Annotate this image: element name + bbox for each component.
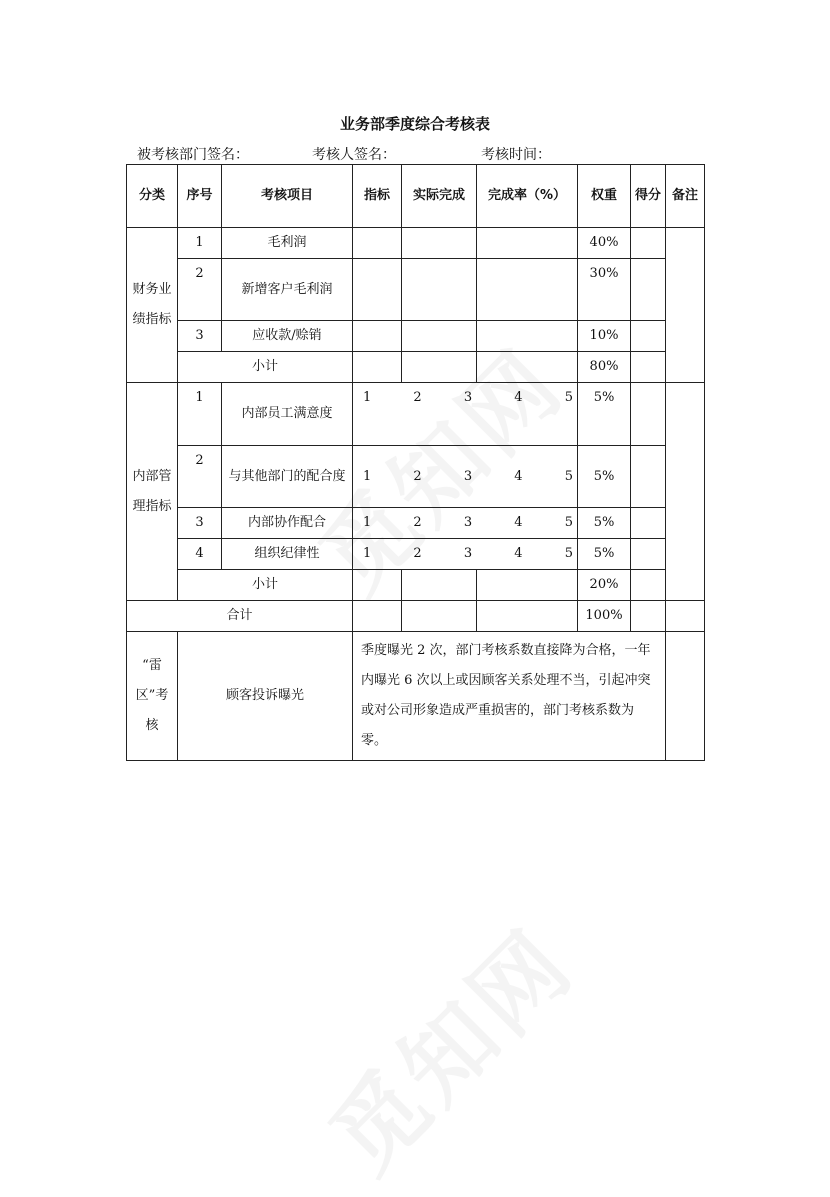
- scale-5: 5: [564, 468, 573, 484]
- dept-signature-label: 被考核部门签名：: [137, 147, 249, 163]
- actual-cell: [402, 228, 477, 259]
- header-score: 得分: [631, 165, 666, 228]
- row-seq: 2: [178, 259, 222, 321]
- row-seq: 1: [178, 383, 222, 446]
- scale-5: 5: [564, 390, 573, 405]
- table-row: [127, 321, 705, 352]
- row-item: 与其他部门的配合度: [222, 446, 353, 508]
- rate-cell: [477, 601, 578, 632]
- assessment-table: [126, 164, 705, 761]
- header-remark: 备注: [666, 165, 705, 228]
- row-item: 应收款/赊销: [222, 321, 353, 352]
- remark-cell: [666, 601, 705, 632]
- row-weight: 5%: [578, 539, 631, 570]
- row-item: 毛利润: [222, 228, 353, 259]
- subtotal-row: [127, 570, 705, 601]
- indicator-cell: [353, 321, 402, 352]
- indicator-cell: [353, 601, 402, 632]
- category-internal: 内部管理指标: [127, 383, 178, 601]
- row-seq: 3: [178, 508, 222, 539]
- rate-cell: [477, 570, 578, 601]
- total-row: [127, 601, 705, 632]
- actual-cell: [402, 321, 477, 352]
- row-weight: 5%: [578, 446, 631, 508]
- score-cell: [631, 539, 666, 570]
- scale-3: 3: [463, 468, 473, 484]
- scale-4: 4: [514, 390, 523, 405]
- subtotal-weight: 20%: [578, 570, 631, 601]
- rate-cell: [477, 259, 578, 321]
- header-item: 考核项目: [222, 165, 353, 228]
- row-item: 内部协作配合: [222, 508, 353, 539]
- scale-2: 2: [413, 515, 422, 530]
- header-rate: 完成率（%）: [477, 165, 578, 228]
- actual-cell: [402, 601, 477, 632]
- score-cell: [631, 446, 666, 508]
- scale-5: 5: [564, 546, 573, 561]
- scale-5: 5: [564, 515, 573, 530]
- score-cell: [631, 259, 666, 321]
- header-actual: 实际完成: [402, 165, 477, 228]
- remark-cell: [666, 228, 705, 383]
- header-indicator: 指标: [353, 165, 402, 228]
- document-title: 业务部季度综合考核表: [339, 115, 490, 133]
- scale-1: 1: [363, 468, 372, 484]
- table-row: [127, 228, 705, 259]
- scale-1: 1: [363, 515, 372, 530]
- row-weight: 10%: [578, 321, 631, 352]
- row-item: 组织纪律性: [222, 539, 353, 570]
- assessor-signature-label: 考核人签名：: [312, 147, 396, 163]
- score-cell: [631, 352, 666, 383]
- rating-scale: [353, 539, 578, 570]
- subtotal-label: 小计: [178, 352, 353, 383]
- indicator-cell: [353, 259, 402, 321]
- indicator-cell: [353, 570, 402, 601]
- score-cell: [631, 601, 666, 632]
- rate-cell: [477, 321, 578, 352]
- table-row: [127, 259, 705, 321]
- row-item: 新增客户毛利润: [222, 259, 353, 321]
- scale-1: 1: [363, 390, 372, 405]
- subtotal-row: [127, 352, 705, 383]
- row-weight: 5%: [578, 508, 631, 539]
- header-row: [127, 165, 705, 228]
- rating-scale: [353, 446, 578, 508]
- scale-3: 3: [463, 546, 473, 561]
- rate-cell: [477, 352, 578, 383]
- minefield-item: 顾客投诉曝光: [178, 632, 353, 761]
- row-weight: 5%: [578, 383, 631, 446]
- indicator-cell: [353, 228, 402, 259]
- scale-4: 4: [514, 468, 523, 484]
- row-seq: 1: [178, 228, 222, 259]
- table-row: [127, 446, 705, 508]
- scale-2: 2: [413, 390, 422, 405]
- scale-2: 2: [413, 546, 422, 561]
- rate-cell: [477, 228, 578, 259]
- row-weight: 40%: [578, 228, 631, 259]
- category-minefield: “雷区”考核: [127, 632, 178, 761]
- header-seq: 序号: [178, 165, 222, 228]
- score-cell: [631, 508, 666, 539]
- scale-3: 3: [463, 515, 473, 530]
- assessment-time-label: 考核时间：: [481, 147, 551, 163]
- watermark: [296, 895, 597, 1196]
- total-weight: 100%: [578, 601, 631, 632]
- actual-cell: [402, 352, 477, 383]
- scale-4: 4: [514, 515, 523, 530]
- score-cell: [631, 570, 666, 601]
- table-row: [127, 539, 705, 570]
- remark-cell: [666, 383, 705, 601]
- total-label: 合计: [127, 601, 353, 632]
- scale-4: 4: [514, 546, 523, 561]
- score-cell: [631, 383, 666, 446]
- rating-scale: [353, 508, 578, 539]
- actual-cell: [402, 570, 477, 601]
- header-weight: 权重: [578, 165, 631, 228]
- table-row: [127, 508, 705, 539]
- row-item: 内部员工满意度: [222, 383, 353, 446]
- indicator-cell: [353, 352, 402, 383]
- row-weight: 30%: [578, 259, 631, 321]
- score-cell: [631, 321, 666, 352]
- scale-1: 1: [363, 546, 372, 561]
- table-row: [127, 383, 705, 446]
- rating-scale: [353, 383, 578, 446]
- minefield-rule: 季度曝光 2 次，部门考核系数直接降为合格，一年内曝光 6 次以上或因顾客关系处理不当，引起冲突或对公司形象造成严重损害的，部门考核系数为零。: [353, 632, 666, 761]
- row-seq: 3: [178, 321, 222, 352]
- category-finance: 财务业绩指标: [127, 228, 178, 383]
- row-seq: 2: [178, 446, 222, 508]
- subtotal-label: 小计: [178, 570, 353, 601]
- score-cell: [631, 228, 666, 259]
- header-category: 分类: [127, 165, 178, 228]
- actual-cell: [402, 259, 477, 321]
- scale-2: 2: [413, 468, 422, 484]
- minefield-row: [127, 632, 705, 761]
- scale-3: 3: [463, 390, 473, 405]
- row-seq: 4: [178, 539, 222, 570]
- subtotal-weight: 80%: [578, 352, 631, 383]
- remark-cell: [666, 632, 705, 761]
